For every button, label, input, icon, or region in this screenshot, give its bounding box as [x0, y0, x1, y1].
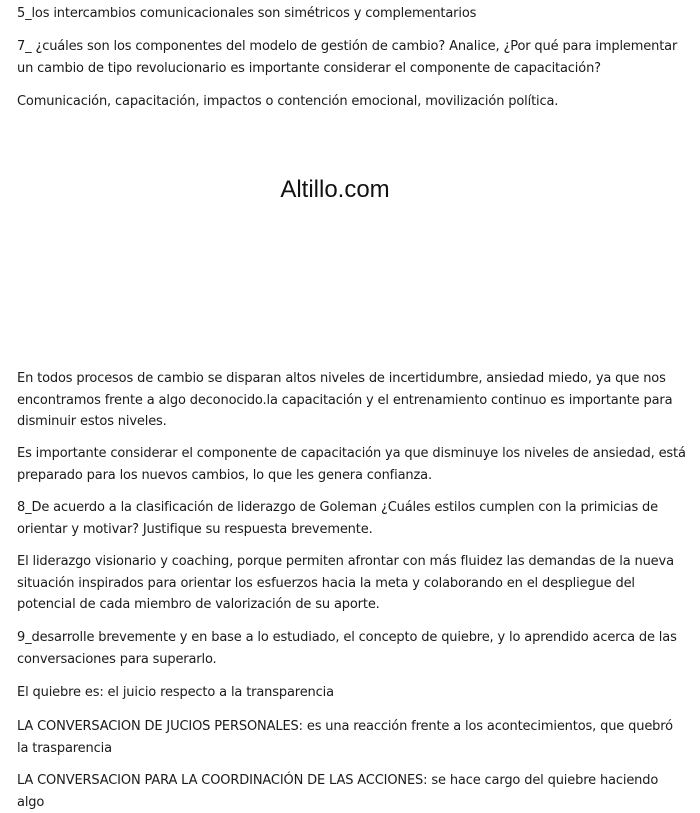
answer-7-explanation: En todos procesos de cambio se disparan altos niveles de incertidumbre, ansiedad miedo, ya que nos encontramos frente a algo deconocido.la capacitación y el entrenamiento continuo es importante para disminuir estos niveles. — [17, 371, 673, 429]
answer-9-coordination: LA CONVERSACION PARA LA COORDINACIÓN DE LAS ACCIONES: se hace cargo del quiebre haciendo algo — [17, 773, 659, 810]
answer-9-personal-judgments: LA CONVERSACION DE JUCIOS PERSONALES: es una reacción frente a los acontecimientos, que quebró la trasparencia — [17, 719, 673, 756]
answer-9-definition: El quiebre es: el juicio respecto a la transparencia — [17, 685, 334, 700]
watermark: Altillo.com — [280, 176, 390, 203]
answer-7-conclusion: Es importante considerar el componente de capacitación ya que disminuye los niveles de ansiedad, está preparado para los nuevos cambios, lo que les genera confianza. — [17, 446, 686, 483]
answer-8: El liderazgo visionario y coaching, porque permiten afrontar con más fluidez las demandas de la nueva situación inspirados para orientar los esfuerzos hacia la meta y colaborando en el despliegue del potencial de cada miembro de valorización de su aporte. — [17, 554, 674, 612]
question-8: 8_De acuerdo a la clasificación de liderazgo de Goleman ¿Cuáles estilos cumplen con la primicias de orientar y motivar? Justifique su respuesta brevemente. — [17, 500, 659, 537]
question-7: 7_ ¿cuáles son los componentes del modelo de gestión de cambio? Analice, ¿Por qué para implementar un cambio de tipo revolucionario es importante considerar el componente de capacitación? — [17, 39, 678, 76]
answer-5: 5_los intercambios comunicacionales son simétricos y complementarios — [17, 6, 477, 21]
answer-7-components: Comunicación, capacitación, impactos o contención emocional, movilización política. — [17, 94, 559, 109]
question-9: 9_desarrolle brevemente y en base a lo estudiado, el concepto de quiebre, y lo aprendido acerca de las conversaciones para superarlo. — [17, 630, 677, 667]
